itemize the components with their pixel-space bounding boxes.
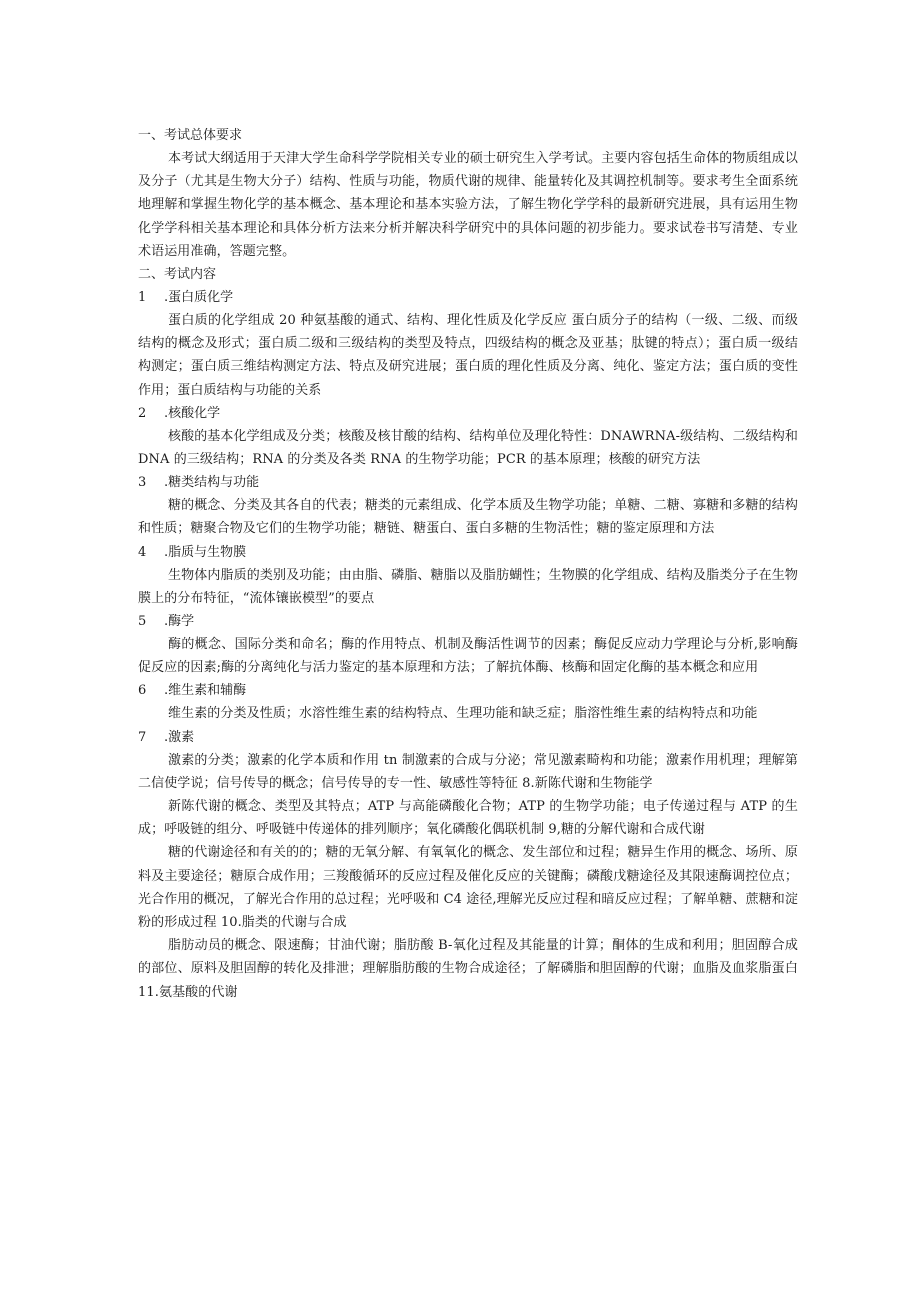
- subsection-number: 1: [138, 290, 147, 306]
- subsection-title: .酶学: [164, 614, 195, 630]
- paragraph-sugar-metabolism: 糖的代谢途径和有关的的；糖的无氧分解、有氧氧化的概念、发生部位和过程；糖异生作用的概念、场所、原料及主要途径；糖原合成作用；三羧酸循环的反应过程及催化反应的关键酶；磷酸戊糖途径及其限速酶调控位点；光合作用的概况，了解光合作用的总过程；光呼吸和 C4 途径,理解光反应过程和暗反应过程；了解单糖、蔗糖和淀粉的形成过程 10.脂类的代谢与合成: [138, 845, 798, 931]
- subsection-number: 5: [138, 614, 147, 630]
- paragraph-enzyme: 酶的概念、国际分类和命名；酶的作用特点、机制及酶活性调节的因素；酶促反应动力学理论与分析,影响酶促反应的因素;酶的分离纯化与活力鉴定的基本原理和方法；了解抗体酶、核酶和固定化酶的基本概念和应用: [138, 637, 798, 676]
- paragraph-lipid: 生物体内脂质的类别及功能；由由脂、磷脂、糖脂以及脂肪蝴性；生物膜的化学组成、结构及脂类分子在生物膜上的分布特征，“流体镶嵌模型”的要点: [138, 567, 798, 606]
- paragraph-nucleic-acid: 核酸的基本化学组成及分类；核酸及核甘酸的结构、结构单位及理化特性：DNAWRNA-级结构、二级结构和 DNA 的三级结构；RNA 的分类及各类 RNA 的生物学功能；PCR 的基本原理；核酸的研究方法: [138, 428, 798, 468]
- subsection-title: .糖类结构与功能: [164, 475, 260, 491]
- subsection-number: 6: [138, 683, 147, 699]
- subsection-number: 7: [138, 729, 147, 745]
- subsection-title: .激素: [164, 729, 195, 745]
- document-body: [138, 124, 798, 1004]
- subsection-title: .蛋白质化学: [164, 290, 234, 306]
- subsection-number: 4: [138, 544, 147, 560]
- paragraph-requirements: 本考试大纲适用于天津大学生命科学学院相关专业的硕士研究生入学考试。主要内容包括生命体的物质组成以及分子（尤其是生物大分子）结构、性质与功能，物质代谢的规律、能量转化及其调控机制等。要求考生全面系统地理解和掌握生物化学的基本概念、基本理论和基本实验方法，了解生物化学学科的最新研究进展，具有运用生物化学学科相关基本理论和具体分析方法来分析并解决科学研究中的具体问题的初步能力。要求试卷书写清楚、专业术语运用准确，答题完整。: [138, 151, 798, 259]
- subsection-title: .核酸化学: [164, 405, 221, 421]
- paragraph-protein: 蛋白质的化学组成 20 种氨基酸的通式、结构、理化性质及化学反应 蛋白质分子的结构（一级、二级、而级结构的概念及形式；蛋白质二级和三级结构的类型及特点，四级结构的概念及亚基；肽键的特点）；蛋白质一级结构测定；蛋白质三维结构测定方法、特点及研究进展；蛋白质的理化性质及分离、纯化、鉴定方法；蛋白质的变性作用；蛋白质结构与功能的关系: [138, 313, 798, 398]
- paragraph-lipid-metabolism: 脂肪动员的概念、限速酶；甘油代谢；脂肪酸 B-氧化过程及其能量的计算；酮体的生成和利用；胆固醇合成的部位、原料及胆固醇的转化及排泄；理解脂肪酸的生物合成途径；了解磷脂和胆固醇的代谢；血脂及血浆脂蛋白 11.氨基酸的代谢: [138, 938, 798, 1000]
- subsection-heading-nucleic-acid: [138, 402, 798, 425]
- subsection-heading-carbohydrate: [138, 471, 798, 494]
- subsection-heading-hormone: [138, 726, 798, 749]
- section-heading-requirements: 一、考试总体要求: [138, 128, 243, 143]
- section-heading-content: 二、考试内容: [138, 267, 217, 283]
- paragraph-vitamin: 维生素的分类及性质；水溶性维生素的结构特点、生理功能和缺乏症；脂溶性维生素的结构特点和功能: [168, 706, 758, 722]
- subsection-title: .维生素和辅酶: [164, 683, 247, 699]
- subsection-heading-enzyme: [138, 610, 798, 633]
- paragraph-metabolism: 新陈代谢的概念、类型及其特点；ATP 与高能磷酸化合物；ATP 的生物学功能；电子传递过程与 ATP 的生成；呼吸链的组分、呼吸链中传递体的排列顺序；氧化磷酸化偶联机制 9,糖的分解代谢和合成代谢: [138, 799, 798, 838]
- subsection-number: 2: [138, 405, 147, 421]
- paragraph-carbohydrate: 糖的概念、分类及其各自的代表；糖类的元素组成、化学本质及生物学功能；单糖、二糖、寡糖和多糖的结构和性质；糖聚合物及它们的生物学功能；糖链、糖蛋白、蛋白多糖的生物活性；糖的鉴定原理和方法: [138, 498, 798, 537]
- subsection-heading-lipid: [138, 541, 798, 564]
- paragraph-hormone: 激素的分类；激素的化学本质和作用 tn 制激素的合成与分泌；常见激素畸构和功能；激素作用机理；理解第二信使学说；信号传导的概念；信号传导的专一性、敏感性等特征 8.新陈代谢和生物能学: [138, 752, 798, 791]
- subsection-title: .脂质与生物膜: [164, 544, 247, 560]
- subsection-number: 3: [138, 475, 147, 491]
- subsection-heading-protein: [138, 286, 798, 309]
- subsection-heading-vitamin: [138, 679, 798, 702]
